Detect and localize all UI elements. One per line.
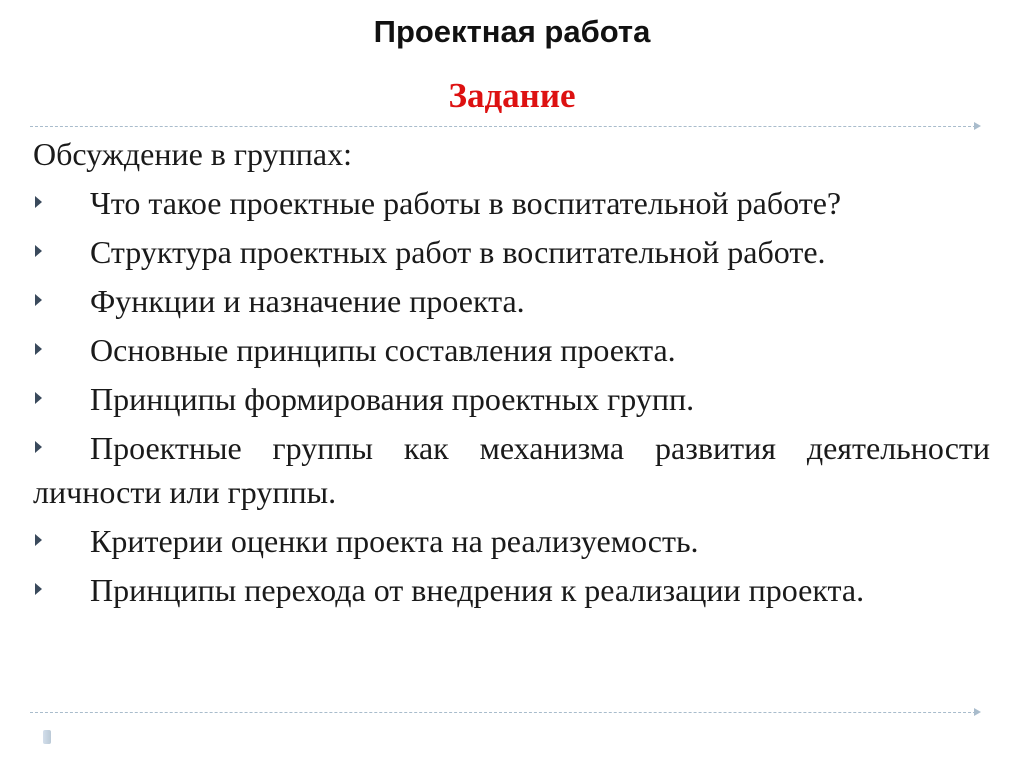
list-item bbox=[33, 519, 990, 563]
bullet-triangle-icon bbox=[35, 441, 42, 453]
bullet-triangle-icon bbox=[35, 343, 42, 355]
list-item-label: Принципы формирования проектных групп. bbox=[90, 381, 695, 417]
list-item-label: Структура проектных работ в воспитательной работе. bbox=[90, 234, 826, 270]
list-item bbox=[33, 377, 990, 421]
slide-title: Проектная работа bbox=[373, 14, 651, 49]
intro-text: Обсуждение в группах: bbox=[33, 136, 352, 172]
bullet-triangle-icon bbox=[35, 392, 42, 404]
list-item-label: Принципы перехода от внедрения к реализации проекта. bbox=[90, 572, 865, 608]
slide-subtitle: Задание bbox=[448, 76, 576, 115]
list-item bbox=[33, 279, 990, 323]
list-item-label: Проектные группы как механизма развития деятельности личности или группы. bbox=[33, 430, 990, 510]
bullet-triangle-icon bbox=[35, 294, 42, 306]
list-item bbox=[33, 181, 990, 225]
list-item bbox=[33, 230, 990, 274]
task-list bbox=[33, 181, 990, 612]
bullet-triangle-icon bbox=[35, 583, 42, 595]
divider-bottom bbox=[30, 712, 976, 713]
list-item bbox=[33, 568, 990, 612]
divider-arrow-icon bbox=[974, 708, 981, 716]
list-item-label: Что такое проектные работы в воспитательной работе? bbox=[90, 185, 842, 221]
list-item-label: Функции и назначение проекта. bbox=[90, 283, 525, 319]
list-item-label: Основные принципы составления проекта. bbox=[90, 332, 676, 368]
list-item-label: Критерии оценки проекта на реализуемость. bbox=[90, 523, 699, 559]
bullet-triangle-icon bbox=[35, 196, 42, 208]
list-item bbox=[33, 328, 990, 372]
bullet-triangle-icon bbox=[35, 245, 42, 257]
divider-arrow-icon bbox=[974, 122, 981, 130]
list-item bbox=[33, 426, 990, 514]
corner-decoration-icon bbox=[43, 730, 51, 744]
slide-body bbox=[33, 132, 990, 617]
divider-top bbox=[30, 126, 976, 127]
bullet-triangle-icon bbox=[35, 534, 42, 546]
